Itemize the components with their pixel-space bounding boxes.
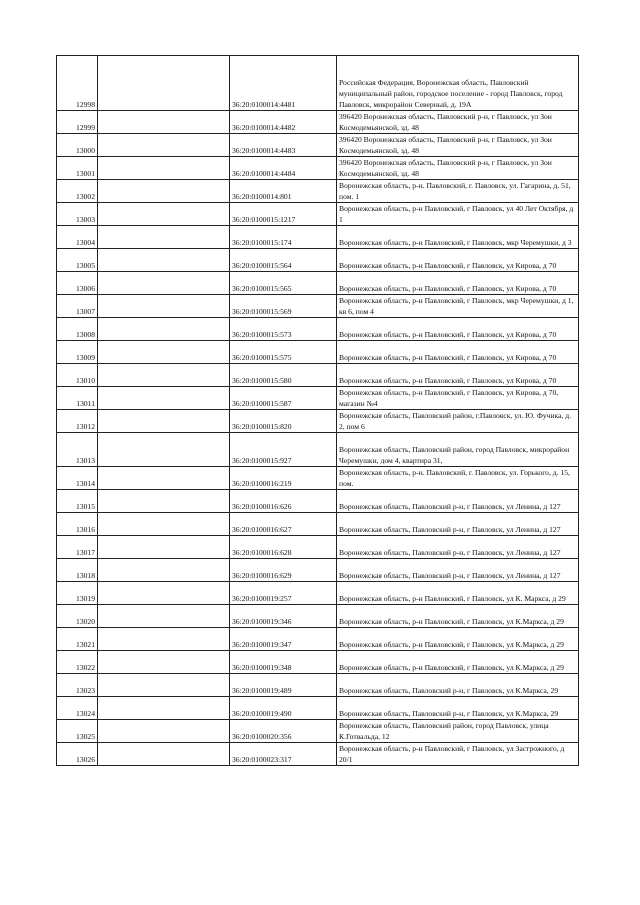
cadastral-number-cell: 36:20:0100014:4481: [230, 56, 337, 111]
table-row: [57, 157, 579, 180]
row-number-cell: 13022: [57, 651, 98, 674]
row-number-cell: 13017: [57, 536, 98, 559]
table-row: [57, 180, 579, 203]
empty-cell: [98, 490, 230, 513]
cadastral-number-cell: 36:20:0100019:490: [230, 697, 337, 720]
row-number-cell: 12999: [57, 111, 98, 134]
address-cell: Воронежская область, Павловский р-н, г Павловск, ул К.Маркса, 29: [337, 674, 579, 697]
cadastral-number-cell: 36:20:0100019:489: [230, 674, 337, 697]
row-number-cell: 13008: [57, 318, 98, 341]
address-cell: Воронежская область, Павловский р-н, г Павловск, ул Ленина, д 127: [337, 559, 579, 582]
empty-cell: [98, 272, 230, 295]
table-row: [57, 743, 579, 766]
row-number-cell: 13026: [57, 743, 98, 766]
address-cell: Воронежская область, р-н. Павловский, г. Павловск, ул. Горького, д. 15, пом.: [337, 467, 579, 490]
cadastral-number-cell: 36:20:0100019:347: [230, 628, 337, 651]
row-number-cell: 13010: [57, 364, 98, 387]
table-row: [57, 513, 579, 536]
empty-cell: [98, 410, 230, 433]
row-number-cell: 13023: [57, 674, 98, 697]
cadastral-number-cell: 36:20:0100014:4483: [230, 134, 337, 157]
row-number-cell: 13007: [57, 295, 98, 318]
row-number-cell: 13014: [57, 467, 98, 490]
address-cell: 396420 Воронежская область, Павловский р-н, г Павловск, ул Зои Космодемьянской, зд. 48: [337, 134, 579, 157]
address-cell: Воронежская область, р-н Павловский, г Павловск, ул Кирова, д 70: [337, 249, 579, 272]
row-number-cell: 13001: [57, 157, 98, 180]
cadastral-number-cell: 36:20:0100016:628: [230, 536, 337, 559]
table-row: [57, 490, 579, 513]
address-cell: Воронежская область, Павловский район, город Павловск, улица К.Готвальда, 12: [337, 720, 579, 743]
empty-cell: [98, 180, 230, 203]
empty-cell: [98, 628, 230, 651]
table-row: [57, 272, 579, 295]
table-row: [57, 203, 579, 226]
table-body: [57, 56, 579, 766]
table-row: [57, 341, 579, 364]
empty-cell: [98, 467, 230, 490]
row-number-cell: 13011: [57, 387, 98, 410]
address-cell: Воронежская область, Павловский район, город Павловск, микрорайон Черемушки, дом 4, квартира 31,: [337, 433, 579, 467]
table-row: [57, 318, 579, 341]
empty-cell: [98, 433, 230, 467]
empty-cell: [98, 651, 230, 674]
table-row: [57, 536, 579, 559]
address-cell: Воронежская область, Павловский р-н, г Павловск, ул Ленина, д 127: [337, 490, 579, 513]
empty-cell: [98, 536, 230, 559]
empty-cell: [98, 720, 230, 743]
table-row: [57, 697, 579, 720]
row-number-cell: 13004: [57, 226, 98, 249]
row-number-cell: 12998: [57, 56, 98, 111]
address-cell: Воронежская область, р-н Павловский, г Павловск, ул 40 Лет Октября, д 1: [337, 203, 579, 226]
cadastral-number-cell: 36:20:0100016:629: [230, 559, 337, 582]
row-number-cell: 13012: [57, 410, 98, 433]
empty-cell: [98, 387, 230, 410]
cadastral-number-cell: 36:20:0100015:575: [230, 341, 337, 364]
empty-cell: [98, 674, 230, 697]
table-row: [57, 674, 579, 697]
address-cell: Воронежская область, Павловский р-н, г Павловск, ул Ленина, д 127: [337, 513, 579, 536]
row-number-cell: 13005: [57, 249, 98, 272]
table-row: [57, 605, 579, 628]
cadastral-number-cell: 36:20:0100015:580: [230, 364, 337, 387]
row-number-cell: 13015: [57, 490, 98, 513]
empty-cell: [98, 226, 230, 249]
table-row: [57, 582, 579, 605]
empty-cell: [98, 743, 230, 766]
table-row: [57, 467, 579, 490]
address-cell: Воронежская область, р-н Павловский, г Павловск, ул Кирова, д 70, магазин №4: [337, 387, 579, 410]
empty-cell: [98, 513, 230, 536]
cadastral-number-cell: 36:20:0100015:587: [230, 387, 337, 410]
empty-cell: [98, 559, 230, 582]
address-cell: Воронежская область, р-н Павловский, г Павловск, ул К. Маркса, д 29: [337, 582, 579, 605]
table-row: [57, 720, 579, 743]
cadastral-number-cell: 36:20:0100016:627: [230, 513, 337, 536]
table-row: [57, 628, 579, 651]
row-number-cell: 13020: [57, 605, 98, 628]
row-number-cell: 13013: [57, 433, 98, 467]
cadastral-number-cell: 36:20:0100019:257: [230, 582, 337, 605]
cadastral-number-cell: 36:20:0100015:573: [230, 318, 337, 341]
table-row: [57, 56, 579, 111]
empty-cell: [98, 56, 230, 111]
cadastral-number-cell: 36:20:0100015:820: [230, 410, 337, 433]
row-number-cell: 13021: [57, 628, 98, 651]
address-cell: Воронежская область, р-н. Павловский, г. Павловск, ул. Гагарина, д. 51, пом. 1: [337, 180, 579, 203]
table-row: [57, 433, 579, 467]
cadastral-number-cell: 36:20:0100015:927: [230, 433, 337, 467]
table-row: [57, 651, 579, 674]
row-number-cell: 13009: [57, 341, 98, 364]
table-row: [57, 249, 579, 272]
cadastral-number-cell: 36:20:0100023:317: [230, 743, 337, 766]
row-number-cell: 13000: [57, 134, 98, 157]
row-number-cell: 13003: [57, 203, 98, 226]
cadastral-number-cell: 36:20:0100015:569: [230, 295, 337, 318]
cadastral-number-cell: 36:20:0100015:1217: [230, 203, 337, 226]
empty-cell: [98, 341, 230, 364]
table-row: [57, 387, 579, 410]
cadastral-number-cell: 36:20:0100019:346: [230, 605, 337, 628]
cadastral-number-cell: 36:20:0100014:801: [230, 180, 337, 203]
row-number-cell: 13016: [57, 513, 98, 536]
row-number-cell: 13025: [57, 720, 98, 743]
address-cell: Воронежская область, р-н Павловский, г Павловск, мкр Черемушки, д 3: [337, 226, 579, 249]
cadastral-number-cell: 36:20:0100015:174: [230, 226, 337, 249]
cadastral-number-cell: 36:20:0100015:565: [230, 272, 337, 295]
cadastral-number-cell: 36:20:0100015:564: [230, 249, 337, 272]
table-row: [57, 111, 579, 134]
table-row: [57, 364, 579, 387]
address-cell: Воронежская область, р-н Павловский, г Павловск, ул Кирова, д 70: [337, 364, 579, 387]
address-cell: Воронежская область, р-н Павловский, г Павловск, ул К.Маркса, д 29: [337, 605, 579, 628]
address-cell: 396420 Воронежская область, Павловский р-н, г Павловск, ул Зои Космодемьянской, зд. 48: [337, 111, 579, 134]
empty-cell: [98, 203, 230, 226]
empty-cell: [98, 605, 230, 628]
cadastral-number-cell: 36:20:0100016:626: [230, 490, 337, 513]
empty-cell: [98, 157, 230, 180]
empty-cell: [98, 295, 230, 318]
cadastral-number-cell: 36:20:0100014:4484: [230, 157, 337, 180]
table-row: [57, 295, 579, 318]
empty-cell: [98, 249, 230, 272]
address-cell: Воронежская область, р-н Павловский, г Павловск, ул Кирова, д 70: [337, 318, 579, 341]
empty-cell: [98, 134, 230, 157]
address-cell: Воронежская область, р-н Павловский, г Павловск, ул Кирова, д 70: [337, 272, 579, 295]
cadastral-number-cell: 36:20:0100019:348: [230, 651, 337, 674]
address-cell: Воронежская область, Павловский район, г.Павловск, ул. Ю. Фучика, д. 2, пом 6: [337, 410, 579, 433]
table-row: [57, 410, 579, 433]
row-number-cell: 13024: [57, 697, 98, 720]
property-register-table: [56, 55, 579, 766]
row-number-cell: 13019: [57, 582, 98, 605]
address-cell: Воронежская область, р-н Павловский, г Павловск, ул Кирова, д 70: [337, 341, 579, 364]
empty-cell: [98, 582, 230, 605]
table-row: [57, 226, 579, 249]
empty-cell: [98, 318, 230, 341]
cadastral-number-cell: 36:20:0100016:219: [230, 467, 337, 490]
address-cell: 396420 Воронежская область, Павловский р-н, г Павловск, ул Зои Космодемьянской, зд. 48: [337, 157, 579, 180]
address-cell: Воронежская область, р-н Павловский, г Павловск, мкр Черемушки, д 1, кв 6, пом 4: [337, 295, 579, 318]
cadastral-number-cell: 36:20:0100014:4482: [230, 111, 337, 134]
row-number-cell: 13002: [57, 180, 98, 203]
address-cell: Воронежская область, р-н Павловский, г Павловск, ул К.Маркса, д 29: [337, 651, 579, 674]
empty-cell: [98, 697, 230, 720]
address-cell: Воронежская область, Павловский р-н, г Павловск, ул К.Маркса, 29: [337, 697, 579, 720]
address-cell: Воронежская область, р-н Павловский, г Павловск, ул К.Маркса, д 29: [337, 628, 579, 651]
address-cell: Воронежская область, Павловский р-н, г Павловск, ул Ленина, д 127: [337, 536, 579, 559]
empty-cell: [98, 364, 230, 387]
table-row: [57, 134, 579, 157]
table-row: [57, 559, 579, 582]
row-number-cell: 13018: [57, 559, 98, 582]
empty-cell: [98, 111, 230, 134]
row-number-cell: 13006: [57, 272, 98, 295]
address-cell: Российская Федерация, Воронежская область, Павловский муниципальный район, городское поселение - город Павловск, город Павловск, микрорайон Северный, д. 19А: [337, 56, 579, 111]
cadastral-number-cell: 36:20:0100020:356: [230, 720, 337, 743]
address-cell: Воронежская область, р-н Павловский, г Павловск, ул Застрожного, д 20/1: [337, 743, 579, 766]
